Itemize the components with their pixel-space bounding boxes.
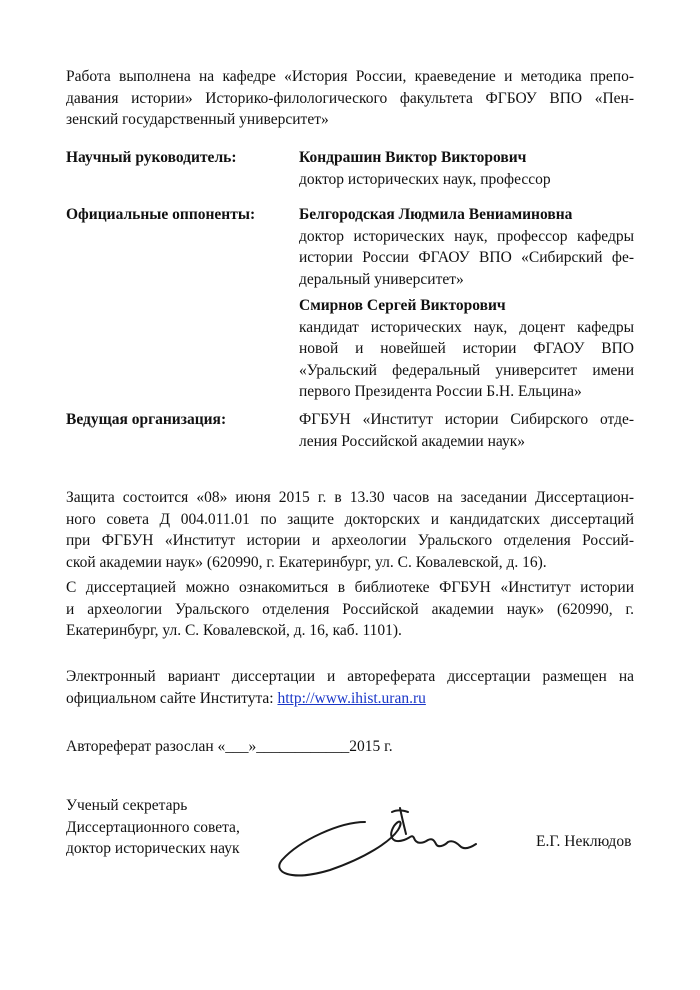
secretary-line: доктор исторических наук — [66, 840, 240, 857]
electronic-paragraph — [66, 666, 634, 709]
handwritten-signature — [270, 800, 510, 890]
electronic-prefix: официальном сайте Института: — [66, 689, 278, 707]
library-line: Екатеринбург, ул. С. Ковалевской, д. 16, каб. 1101). — [66, 622, 402, 639]
library-line: и археологии Уральского отделения Российской академии наук» (620990, г. — [66, 600, 634, 618]
leading-org-line: ФГБУН «Институт истории Сибирского отде- — [299, 411, 634, 428]
library-line: С диссертацией можно ознакомиться в библиотеке ФГБУН «Институт истории — [66, 579, 634, 596]
sent-paragraph — [66, 736, 634, 758]
secretary-name: Е.Г. Неклюдов — [536, 833, 632, 850]
secretary-line: Ученый секретарь — [66, 797, 188, 814]
defense-line: ской академии наук» (620990, г. Екатеринбург, ул. С. Ковалевской, д. 16). — [66, 553, 547, 571]
opponents-label: Официальные оппоненты: — [66, 206, 256, 223]
opponent-2-name: Смирнов Сергей Викторович — [299, 297, 506, 314]
electronic-line-2 — [66, 688, 634, 710]
secretary-block — [66, 795, 240, 860]
opponent-1-name: Белгородская Людмила Вениаминовна — [299, 206, 573, 223]
intro-paragraph — [66, 66, 634, 131]
opponent-2-line: «Уральский федеральный университет имени — [299, 361, 634, 379]
defense-line: Защита состоится «08» июня 2015 г. в 13.30 часов на заседании Диссертацион- — [66, 489, 634, 506]
defense-line: при ФГБУН «Институт истории и археологии Уральского отделения Россий- — [66, 532, 634, 549]
opponent-2-line: новой и новейшей истории ФГАОУ ВПО — [299, 340, 634, 357]
opponent-1-line: деральный университет» — [299, 270, 464, 288]
opponent-1-line: доктор исторических наук, профессор кафедры — [299, 227, 634, 245]
supervisor-block — [299, 147, 634, 190]
library-paragraph — [66, 577, 634, 642]
leading-org-label: Ведущая организация: — [66, 411, 227, 428]
electronic-line: Электронный вариант диссертации и автореферата диссертации размещен на — [66, 668, 634, 685]
secretary-line: Диссертационного совета, — [66, 818, 240, 836]
opponent-2-block — [299, 295, 634, 403]
defense-line: ного совета Д 004.011.01 по защите докторских и кандидатских диссертаций — [66, 510, 634, 528]
opponent-2-line: первого Президента России Б.Н. Ельцина» — [299, 383, 582, 400]
leading-org-line: ления Российской академии наук» — [299, 432, 525, 450]
intro-line: давания истории» Историко-филологического факультета ФГБОУ ВПО «Пен- — [66, 89, 634, 107]
opponent-1-line: истории России ФГАОУ ВПО «Сибирский фе- — [299, 249, 634, 266]
intro-line: Работа выполнена на кафедре «История России, краеведение и методика препо- — [66, 68, 634, 85]
supervisor-label: Научный руководитель: — [66, 149, 237, 166]
institute-website-link[interactable]: http://www.ihist.uran.ru — [277, 689, 426, 707]
intro-line: зенский государственный университет» — [66, 111, 329, 128]
defense-paragraph — [66, 487, 634, 573]
supervisor-name: Кондрашин Виктор Викторович — [299, 149, 527, 166]
sent-line: Автореферат разослан «___»____________2015 г. — [66, 738, 393, 755]
supervisor-title: доктор исторических наук, профессор — [299, 170, 551, 188]
leading-org-block — [299, 409, 634, 452]
opponent-2-line: кандидат исторических наук, доцент кафедры — [299, 318, 634, 336]
opponent-1-block — [299, 204, 634, 290]
